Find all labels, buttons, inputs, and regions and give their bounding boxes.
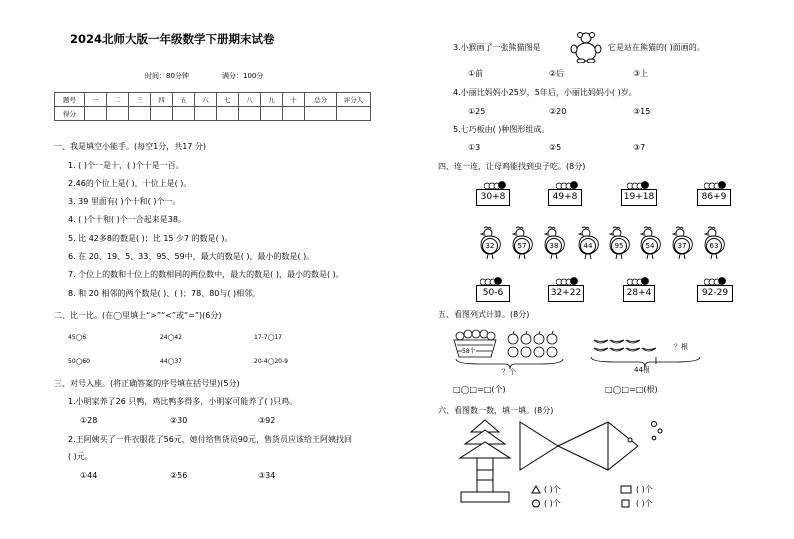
- compare-item: 44◯37: [160, 358, 182, 365]
- question-item: 8. 和 20 相邻的两个数是( )、( )；78、80与( )相邻。: [68, 289, 261, 298]
- hen-icon: [668, 226, 694, 260]
- hen-icon: [574, 226, 600, 260]
- question-item: 3.小猴画了一张熊猫图是: [453, 43, 541, 52]
- rectangle-icon: [620, 485, 632, 494]
- question-item: ( )元。: [68, 452, 93, 461]
- hen-number: 63: [706, 238, 722, 254]
- question-item: 7. 个位上的数和十位上的数相同的两位数中，最大的数是( )，最小的数是( )。: [68, 270, 344, 279]
- question-item: 4. ( )个十和( )个一合起来是38。: [68, 215, 186, 224]
- hen-icon: [508, 226, 534, 260]
- score-cell: 八: [239, 93, 261, 107]
- expression-box: 30+8: [476, 189, 510, 206]
- option: ③92: [258, 416, 276, 425]
- equation-blank: □◯□=□(个): [453, 385, 506, 394]
- count-blank: ( )个: [544, 485, 561, 494]
- expression-box: 32+22: [548, 285, 584, 302]
- score-cell: 五: [173, 93, 195, 107]
- count-blank: ( )个: [544, 499, 561, 508]
- compare-item: 45◯6: [68, 334, 87, 341]
- expression-box: 28+4: [623, 285, 655, 302]
- circle-icon: [531, 499, 541, 508]
- question-label: ？根: [674, 343, 688, 351]
- count-blank: ( )个: [636, 499, 653, 508]
- square-icon: [620, 499, 632, 508]
- hen-icon: [605, 226, 631, 260]
- question-item: 1. ( )个一是十，( )个十是一百。: [68, 161, 184, 170]
- compare-item: 20-4◯20-9: [254, 358, 288, 365]
- count-blank: ( )个: [636, 485, 653, 494]
- option: ③34: [258, 471, 276, 480]
- option: ①前: [468, 69, 484, 78]
- hen-number: 57: [514, 238, 530, 254]
- score-cell: 总分: [305, 93, 337, 107]
- question-item: 6. 在 20、19、5、33、95、59中，最大的数是( )，最小的数是( )。: [68, 252, 315, 261]
- question-item: 5. 比 42多8的数是( )；比 15 少7 的数是( )。: [68, 234, 233, 243]
- compare-item: 17-7◯17: [254, 334, 282, 341]
- score-cell: 评分人: [337, 93, 371, 107]
- expression-box: 50-6: [476, 285, 510, 302]
- hen-number: 44: [580, 238, 596, 254]
- section-5-heading: 五、看图列式计算。(8分): [438, 310, 530, 319]
- expression-box: 49+8: [548, 189, 582, 206]
- question-item: 它是站在熊猫的( )面画的。: [608, 43, 705, 52]
- hen-number: 54: [642, 238, 658, 254]
- section-6-heading: 六、看图数一数，填一填。(8分): [438, 406, 554, 415]
- option: ①44: [80, 471, 98, 480]
- full-score: 满分：100分: [222, 72, 264, 80]
- exam-time: 时间：80分钟: [145, 72, 189, 80]
- apples-icon: [506, 331, 562, 359]
- basket-label: 58个: [462, 348, 476, 355]
- score-cell: 一: [85, 93, 107, 107]
- section-4-heading: 四、连一连，让母鸡能找到虫子吃。(8分): [438, 162, 586, 171]
- compare-item: 24◯42: [160, 334, 182, 341]
- expression-box: 92-29: [697, 285, 733, 302]
- score-cell: 二: [107, 93, 129, 107]
- score-cell: 九: [261, 93, 283, 107]
- total-label: 44根: [634, 366, 650, 374]
- section-3-heading: 三、对号入座。(将正确答案的序号填在括号里)(5分): [54, 379, 240, 388]
- shape-tree-figure: [455, 418, 515, 508]
- question-label: ？个: [502, 368, 516, 376]
- option: ③15: [633, 107, 651, 116]
- expression-box: 86+9: [697, 189, 731, 206]
- option: ①3: [468, 143, 481, 152]
- option: ②30: [170, 416, 188, 425]
- option: ②56: [170, 471, 188, 480]
- panda-back-icon: [567, 31, 605, 63]
- option: ②5: [549, 143, 562, 152]
- score-cell: 得分: [55, 107, 85, 121]
- hen-icon: [540, 226, 566, 260]
- score-cell: 六: [195, 93, 217, 107]
- option: ②后: [549, 69, 565, 78]
- option: ①28: [80, 416, 98, 425]
- score-cell: 七: [217, 93, 239, 107]
- score-cell: 三: [129, 93, 151, 107]
- hen-icon: [700, 226, 726, 260]
- hen-icon: [636, 226, 662, 260]
- compare-item: 50◯60: [68, 358, 90, 365]
- equation-blank: □◯□=□(根): [605, 385, 658, 394]
- hen-number: 38: [546, 238, 562, 254]
- hen-number: 95: [611, 238, 627, 254]
- section-2-heading: 二、比一比。(在◯里填上“>”“<”或“=”)(6分): [54, 311, 222, 320]
- hen-icon: [476, 226, 502, 260]
- question-item: 1.小明家养了26 只鸭，鸡比鸭多得多，小明家可能养了( )只鸡。: [68, 397, 298, 406]
- score-cell: 四: [151, 93, 173, 107]
- shape-fish-figure: [518, 418, 668, 478]
- question-item: 2.46的个位上是( )，十位上是( )。: [68, 179, 192, 188]
- page-title: 2024北师大版一年级数学下册期末试卷: [70, 32, 275, 46]
- option: ②20: [549, 107, 567, 116]
- hen-number: 37: [674, 238, 690, 254]
- score-table: [54, 92, 371, 121]
- option: ③7: [633, 143, 646, 152]
- option: ①25: [468, 107, 486, 116]
- option: ③上: [633, 69, 649, 78]
- section-1-heading: 一、我是填空小能手。(每空1分，共17 分): [54, 142, 207, 151]
- hen-number: 32: [482, 238, 498, 254]
- question-item: 2.王阿姨买了一件衣服花了56元，她付给售货员90元，售货员应该给王阿姨找回: [68, 435, 352, 444]
- score-cell: 题号: [55, 93, 85, 107]
- expression-box: 19+18: [621, 189, 657, 206]
- score-cell: 十: [283, 93, 305, 107]
- question-item: 5.七巧板由( )种图形组成。: [453, 125, 550, 134]
- triangle-icon: [531, 485, 541, 494]
- question-item: 3. 39 里面有( )个十和( )个一。: [68, 197, 181, 206]
- question-item: 4.小丽比妈妈小25岁，5年后，小丽比妈妈小( )岁。: [453, 88, 637, 97]
